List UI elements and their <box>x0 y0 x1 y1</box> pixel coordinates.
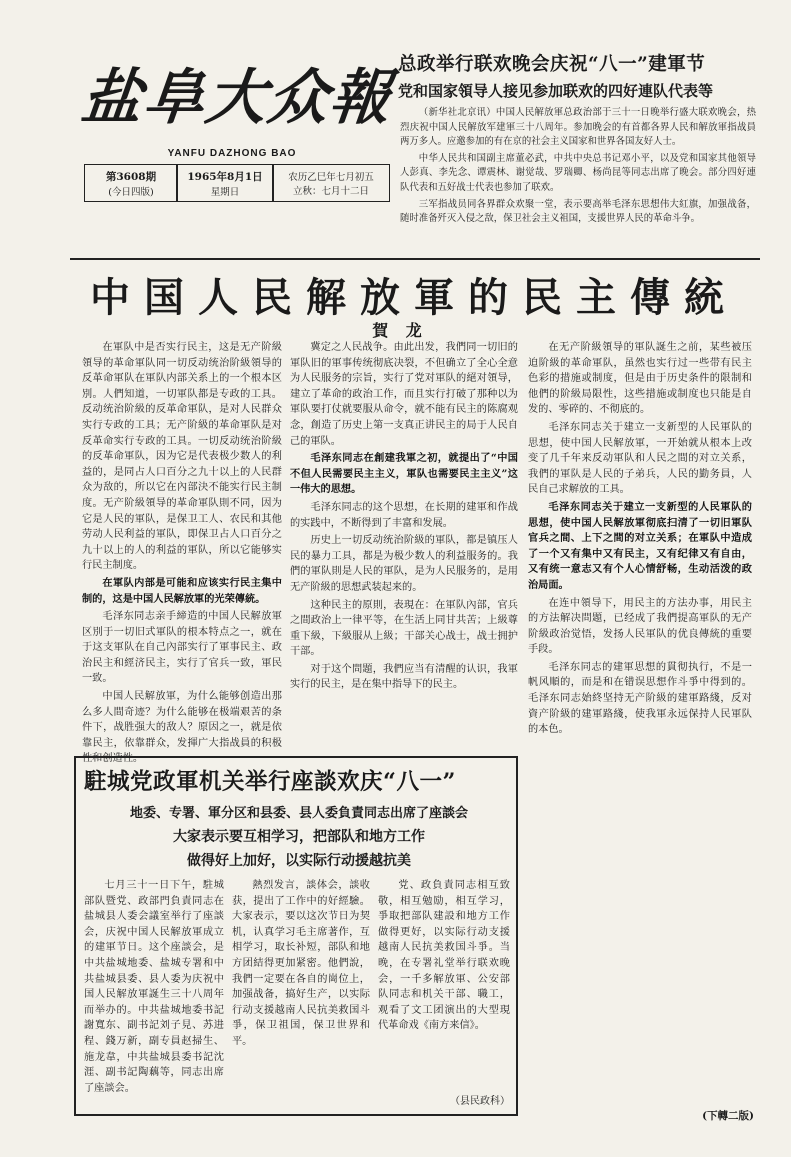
local-story-headline: 駐城党政軍机关举行座談欢庆“八一” <box>84 769 456 795</box>
article-paragraph: 毛泽东同志的这个思想，在长期的建軍和作战的实践中，不断得到了丰富和发展。 <box>290 501 518 529</box>
article-paragraph: 毛泽东同志在創建我軍之初，就提出了“中国不但人民需要民主主义，軍队也需要民主主义”这一伟大的思想。 <box>290 452 518 496</box>
top-story-subhead: 党和国家領导人接见参加联欢的四好連队代表等 <box>398 82 714 100</box>
top-story-paragraph: 三军指战员同各界群众欢聚一堂，表示要高举毛泽东思想伟大紅旗，加强战备，随时准备歼灭入侵之敌，保卫社会主义祖国，支援世界人民的革命斗争。 <box>400 198 756 225</box>
local-story-deck-1: 大家表示要互相学习，把部队和地方工作 <box>173 829 425 845</box>
article-paragraph: 在軍队内部是可能和应该实行民主集中制的，这是中国人民解放軍的光荣傳統。 <box>82 576 282 605</box>
article-paragraph: 在无产阶級領导的軍队誕生之前，某些被压迫阶級的革命軍队，虽然也实行过一些带有民主色彩的措施或制度，但是由于历史条件的限制和他們的阶級局限性，这些措施或制度也只能是自发的、零碎的、不彻底的。 <box>528 342 752 416</box>
article-paragraph: 对于这个問題，我們应当有清醒的认识，我軍实行的民主，是在集中指导下的民主。 <box>290 663 518 691</box>
article-paragraph: 在连中領导下，用民主的方法办事，用民主的方法解决問題，已经成了我們提高軍队的无产阶級政治觉悟，发扬人民軍队的优良傳統的重要手段。 <box>528 597 752 656</box>
issue-weekday: 星期日 <box>210 186 240 198</box>
continued-notice: (下轉二版) <box>702 1110 754 1122</box>
solar-term: 立秋：七月十二日 <box>292 186 369 197</box>
top-story-paragraph: （新华社北京讯）中国人民解放軍总政治部于三十一日晚举行盛大联欢晚会，热烈庆祝中国人民解放军建軍三十八周年。参加晚会的有首都各界人民和解放軍指战員两万多人。应邀参加的有在京的社会主义国家和世界各国友好人士。 <box>400 107 756 148</box>
local-story-subhead: 地委、专署、軍分区和县委、县人委負責同志出席了座談会 <box>129 806 468 821</box>
page-count: (今日四版) <box>108 186 154 198</box>
lunar-date: 农历乙巳年七月初五 <box>288 172 374 183</box>
main-article-column-1 <box>82 340 282 765</box>
main-article-column-3 <box>528 340 752 1102</box>
lunar-date-box <box>272 164 390 202</box>
top-story-body <box>400 106 756 254</box>
top-story-headline: 总政举行联欢晚会庆祝“八一”建軍节 <box>398 54 706 75</box>
top-story-paragraph: 中华人民共和国副主席董必武，中共中央总书记邓小平，以及党和国家其他領导人彭真、李先念、谭震林、谢觉哉、罗瑞卿、杨尚昆等同志出席了晚会。部分四好連队代表和五好战士代表也参加了联欢。 <box>400 152 756 193</box>
article-paragraph: 毛泽东同志关于建立一支新型的人民軍队的思想，使中国人民解放軍彻底扫清了一切旧軍队官兵之間、上下之間的对立关系；在軍队中造成了一个又有集中又有民主，又有纪律又有自由，又有统一意志又有个人心情舒畅，生动活泼的政治局面。 <box>528 500 752 591</box>
article-paragraph: 历史上一切反动统治阶級的軍队，都是镇压人民的暴力工具，都是为极少数人的利益服务的。我們的軍队則是人民的軍队，是为人民服务的，是用无产阶級的思想武装起来的。 <box>290 535 518 593</box>
article-paragraph: 毛泽东同志的建軍思想的貫彻执行，不是一帆风順的，而是和在错误思想作斗爭中得到的。毛泽东同志始終坚持无产阶級的建軍路綫，反对資产阶級的建軍路綫，使我軍永远保持人民軍队的本色。 <box>528 661 752 736</box>
local-story-source: （县民政科） <box>450 1096 510 1107</box>
header-divider <box>70 258 760 260</box>
date-box <box>176 164 274 202</box>
local-story-paragraph: 党、政負責同志相互致敬，相互勉励，相互学习，爭取把部队建設和地方工作做得更好，以实际行动支援越南人民抗美救国斗爭。当晚，在专署礼堂举行联欢晚会，一千多解放軍、公安部队同志和机关干部、職工，观看了文工团演出的大型現代革命戏《南方来信》。 <box>378 880 510 1032</box>
article-paragraph: 这种民主的原則，表現在：在軍队內部，官兵之間政治上一律平等，在生活上同甘共苦；上級尊重下級，下級服从上級；干部关心战士，战士拥护干部。 <box>290 599 518 658</box>
local-story-paragraph: 七月三十一日下午，駐城部队暨党、政部門負責同志在盐城县人委会議室举行了座談会，庆祝中国人民解放軍成立的建軍节日。这个座談会，是中共盐城地委、盐城专署和中共盐城县委、县人委为庆祝中国人民解放軍誕生三十八周年而举办的。中共盐城地委书記謝寬东、副书記刘子見、苏进程、錢万新，副专員赵掃生、施龙韋，中共盐城县委书記沈涯、副书記陶藕等，同志出席了座談会。 <box>84 880 224 1094</box>
issue-number-box <box>84 164 178 202</box>
article-paragraph: 冀定之人民战争。由此出发，我們同一切旧的軍队旧的軍事传统彻底决裂，不但确立了全心全意为人民服务的宗旨，实行了党对軍队的絕对領导，建立了革命的政治工作，而且实行打破了那种以为軍队要打仗就要服从命令，就不能有民主的陈腐观念，創造了历史上第一支真正讲民主的局于人民自己的軍队。 <box>290 342 518 447</box>
local-story-column-1 <box>84 878 224 1108</box>
issue-date: 1965年8月1日 <box>187 170 263 183</box>
newspaper-romanization: YANFU DAZHONG BAO <box>167 148 297 159</box>
main-article-title: 中国人民解放軍的民主傳統 <box>90 274 738 321</box>
local-story-deck-2: 做得好上加好，以实际行动援越抗美 <box>187 853 411 869</box>
article-paragraph: 毛泽东同志亲手締造的中国人民解放軍区別于一切旧式軍队的根本特点之一，就在于这支軍队在自己內部实行了軍事民主、政治民主和經济民主，实行了官兵一致，軍民一致。 <box>82 611 282 685</box>
local-story-column-2 <box>232 878 370 1108</box>
main-article-author: 賀 龙 <box>372 321 428 340</box>
article-paragraph: 中国人民解放軍，为什么能够创造出那么多人間奇迹？为什么能够在极端艰苦的条件下，战胜强大的敌人？原因之一，就是依靠民主，依靠群众，发揮广大指战員的积极性和创造性。 <box>82 691 282 765</box>
local-story-column-3 <box>378 878 510 1090</box>
local-story-paragraph: 熱烈发言，談体会，談收获，提出了工作中的好經驗。大家表示，要以这次节日为契机，认真学习毛主席著作，互相学习，取长补短，部队和地方团結得更加紧密。他們說，我們一定要在各自的崗位上，加强战备，搞好生产，以实际行动支援越南人民抗美救国斗爭，保卫祖国，保卫世界和平。 <box>232 880 370 1047</box>
article-paragraph: 毛泽东同志关于建立一支新型的人民軍队的思想，使中国人民解放軍，一开始就从根本上改变了几千年来反动軍队和人民之間的对立关系，我們的軍队是人民的子弟兵，人民的勤务員，人民自己求解放的工具。 <box>528 421 752 496</box>
article-paragraph: 在軍队中是否实行民主，这是无产阶級領导的革命軍队同一切反动统治阶級領导的反革命軍队在軍队内部关系上的一个根本区別。人們知道，一切軍队都是专政的工具。反动统治阶級的反革命軍队，是对人民群众实行专政的工具；无产阶級的革命軍队是对反革命实行专政的工具。一切反动统治阶級的反革命軍队，因为它是代表极少数人的利益的，是同占人口百分之九十以上的人民群众为敌的，所以它在內部決不能实行民主制度。无产阶級領导的革命軍队則不同，因为它是人民的軍队，是保卫工人、农民和其他劳动人民利益的軍队，即保卫占人口百分之九十以上的人的利益的軍队，所以它能够实行民主制度。 <box>82 342 282 572</box>
issue-number: 第3608期 <box>105 170 157 183</box>
main-article-column-2 <box>290 340 518 750</box>
newspaper-masthead-title: 盐阜大众報 <box>78 63 396 133</box>
